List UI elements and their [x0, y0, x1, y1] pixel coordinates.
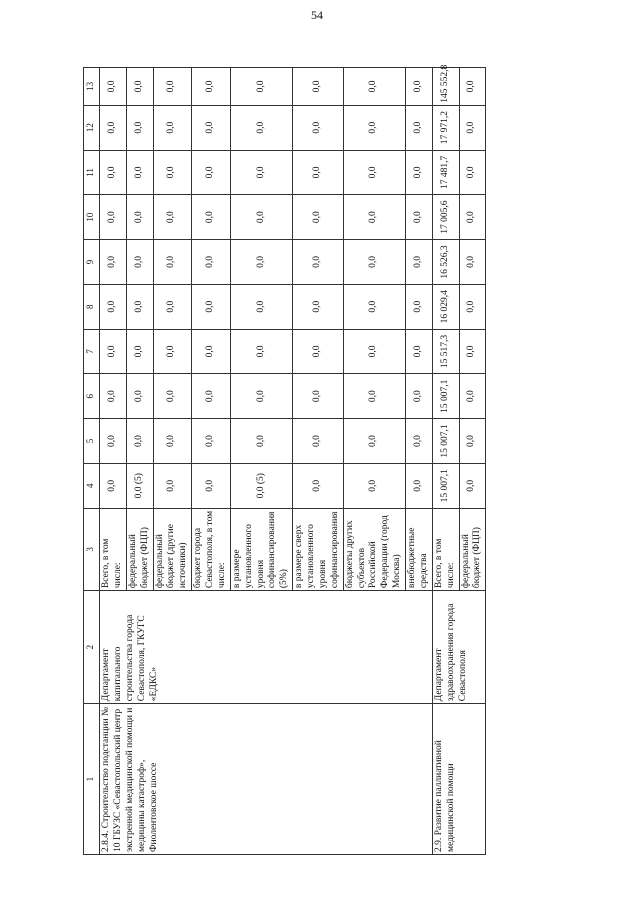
- value-cell: 15 007,1: [432, 463, 459, 508]
- value-cell: 0,0: [406, 419, 433, 464]
- value-cell: 0,0: [100, 419, 127, 464]
- value-cell: 15 517,3: [432, 329, 459, 374]
- value-cell: 0,0: [293, 68, 344, 106]
- value-cell: 0,0: [406, 105, 433, 150]
- value-cell: 0,0: [459, 284, 486, 329]
- funding-source-label: в размере установленного уровня софинансирования (5%): [230, 508, 292, 590]
- funding-source-label: внебюджетные средства: [406, 508, 433, 590]
- value-cell: 0,0: [230, 68, 292, 106]
- value-cell: 0,0: [100, 195, 127, 240]
- column-number-11: 11: [84, 150, 100, 195]
- value-cell: 0,0: [153, 284, 192, 329]
- value-cell: 17 481,7: [432, 150, 459, 195]
- value-cell: 0,0: [126, 195, 153, 240]
- funding-source-label: бюджеты других субъектов Российской Федерации (город Москва): [343, 508, 405, 590]
- value-cell: 0,0: [406, 463, 433, 508]
- value-cell: 16 526,3: [432, 240, 459, 285]
- column-number-row: [84, 68, 100, 855]
- page-number: 54: [311, 8, 323, 22]
- column-number-12: 12: [84, 105, 100, 150]
- funding-source-label: в размере сверх установленного уровня софинансирования: [293, 508, 344, 590]
- value-cell: 0,0: [153, 374, 192, 419]
- column-number-3: 3: [84, 508, 100, 590]
- value-cell: 0,0: [459, 329, 486, 374]
- value-cell: 0,0: [153, 68, 192, 106]
- funding-source-label: Всего, в том числе:: [432, 508, 459, 590]
- value-cell: 0,0: [100, 68, 127, 106]
- funding-source-label: федеральный бюджет (ФЦП): [126, 508, 153, 590]
- measure-name: 2.8.4. Строительство подстанции № 10 ГБУЗС «Севастопольский центр экстренной медицинской помощи и медицины катастроф», Фиолентовское шоссе: [100, 704, 433, 855]
- financing-table: [83, 64, 486, 855]
- value-cell: 0,0: [230, 195, 292, 240]
- value-cell: 0,0: [153, 329, 192, 374]
- value-cell: 0,0: [406, 329, 433, 374]
- value-cell: 0,0: [126, 419, 153, 464]
- value-cell: 0,0 (5): [126, 463, 153, 508]
- value-cell: 0,0: [230, 329, 292, 374]
- measure-name: 2.9. Развитие паллиативной медицинской помощи: [432, 704, 486, 855]
- value-cell: 145 552,8: [432, 68, 459, 106]
- value-cell: 0,0: [293, 240, 344, 285]
- value-cell: 0,0: [459, 105, 486, 150]
- value-cell: 0,0: [293, 195, 344, 240]
- value-cell: 0,0: [459, 68, 486, 106]
- value-cell: 0,0: [343, 240, 405, 285]
- value-cell: 0,0: [459, 463, 486, 508]
- column-number-7: 7: [84, 329, 100, 374]
- value-cell: 0,0: [192, 374, 231, 419]
- value-cell: 0,0: [406, 240, 433, 285]
- value-cell: 0,0: [153, 240, 192, 285]
- value-cell: 0,0: [126, 329, 153, 374]
- table-row: [432, 68, 459, 855]
- value-cell: 0,0: [293, 419, 344, 464]
- column-number-5: 5: [84, 419, 100, 464]
- value-cell: 0,0: [100, 374, 127, 419]
- value-cell: 17 971,2: [432, 105, 459, 150]
- column-number-13: 13: [84, 68, 100, 106]
- value-cell: 0,0: [100, 150, 127, 195]
- value-cell: 0,0: [343, 68, 405, 106]
- value-cell: 0,0: [192, 284, 231, 329]
- value-cell: 0,0: [343, 463, 405, 508]
- value-cell: 0,0: [230, 150, 292, 195]
- value-cell: 0,0: [192, 329, 231, 374]
- value-cell: 0,0: [459, 240, 486, 285]
- value-cell: 0,0: [100, 329, 127, 374]
- value-cell: 0,0: [100, 284, 127, 329]
- value-cell: 0,0: [406, 150, 433, 195]
- table-row: [100, 68, 127, 855]
- value-cell: 0,0: [192, 419, 231, 464]
- value-cell: 0,0: [192, 240, 231, 285]
- value-cell: 0,0: [293, 374, 344, 419]
- funding-source-label: федеральный бюджет (другие источники): [153, 508, 192, 590]
- column-number-6: 6: [84, 374, 100, 419]
- funding-source-label: федеральный бюджет (ФЦП): [459, 508, 486, 590]
- value-cell: 0,0: [293, 329, 344, 374]
- value-cell: 0,0: [343, 105, 405, 150]
- table-rotated-container: [83, 64, 581, 855]
- value-cell: 0,0: [343, 329, 405, 374]
- value-cell: 0,0: [293, 284, 344, 329]
- value-cell: 0,0: [192, 463, 231, 508]
- executor-name: Департамент здравоохранения города Севастополя: [432, 591, 486, 704]
- value-cell: 0,0: [126, 240, 153, 285]
- value-cell: 0,0: [230, 105, 292, 150]
- value-cell: 0,0: [100, 105, 127, 150]
- value-cell: 0,0: [459, 195, 486, 240]
- value-cell: 0,0: [153, 463, 192, 508]
- value-cell: 0,0: [406, 68, 433, 106]
- value-cell: 0,0: [153, 150, 192, 195]
- value-cell: 0,0: [126, 68, 153, 106]
- value-cell: 0,0: [153, 105, 192, 150]
- value-cell: 0,0: [343, 195, 405, 240]
- value-cell: 0,0: [293, 463, 344, 508]
- value-cell: 0,0: [126, 150, 153, 195]
- funding-source-label: бюджет города Севастополя, в том числе:: [192, 508, 231, 590]
- value-cell: 0,0: [459, 374, 486, 419]
- value-cell: 0,0: [406, 374, 433, 419]
- value-cell: 0,0: [459, 150, 486, 195]
- value-cell: 0,0: [343, 284, 405, 329]
- table-body: [100, 64, 486, 855]
- value-cell: 0,0: [192, 105, 231, 150]
- value-cell: 0,0: [406, 195, 433, 240]
- value-cell: 17 005,6: [432, 195, 459, 240]
- table-rotation-wrapper: [83, 64, 581, 855]
- value-cell: 0,0: [100, 463, 127, 508]
- value-cell: 15 007,1: [432, 374, 459, 419]
- column-number-8: 8: [84, 284, 100, 329]
- funding-source-label: Всего, в том числе:: [100, 508, 127, 590]
- value-cell: 15 007,1: [432, 419, 459, 464]
- column-number-1: 1: [84, 704, 100, 855]
- value-cell: 0,0: [293, 150, 344, 195]
- value-cell: 0,0: [406, 284, 433, 329]
- value-cell: 0,0: [230, 374, 292, 419]
- value-cell: 0,0: [192, 150, 231, 195]
- value-cell: 0,0: [343, 150, 405, 195]
- column-number-2: 2: [84, 591, 100, 704]
- value-cell: 0,0: [153, 195, 192, 240]
- value-cell: 16 029,4: [432, 284, 459, 329]
- value-cell: 0,0: [126, 284, 153, 329]
- column-number-4: 4: [84, 463, 100, 508]
- value-cell: 0,0: [192, 68, 231, 106]
- executor-name: Департамент капитального строительства города Севастополя, ГКУГС «ЕДКС»: [100, 591, 433, 704]
- value-cell: 0,0: [153, 419, 192, 464]
- value-cell: 0,0: [343, 374, 405, 419]
- value-cell: 0,0: [126, 374, 153, 419]
- value-cell: 0,0: [343, 419, 405, 464]
- value-cell: 0,0: [293, 105, 344, 150]
- value-cell: 0,0: [230, 240, 292, 285]
- column-number-9: 9: [84, 240, 100, 285]
- value-cell: 0,0: [100, 240, 127, 285]
- value-cell: 0,0: [192, 195, 231, 240]
- value-cell: 0,0: [230, 284, 292, 329]
- value-cell: 0,0 (5): [230, 463, 292, 508]
- value-cell: 0,0: [459, 419, 486, 464]
- column-number-10: 10: [84, 195, 100, 240]
- value-cell: 0,0: [230, 419, 292, 464]
- value-cell: 0,0: [126, 105, 153, 150]
